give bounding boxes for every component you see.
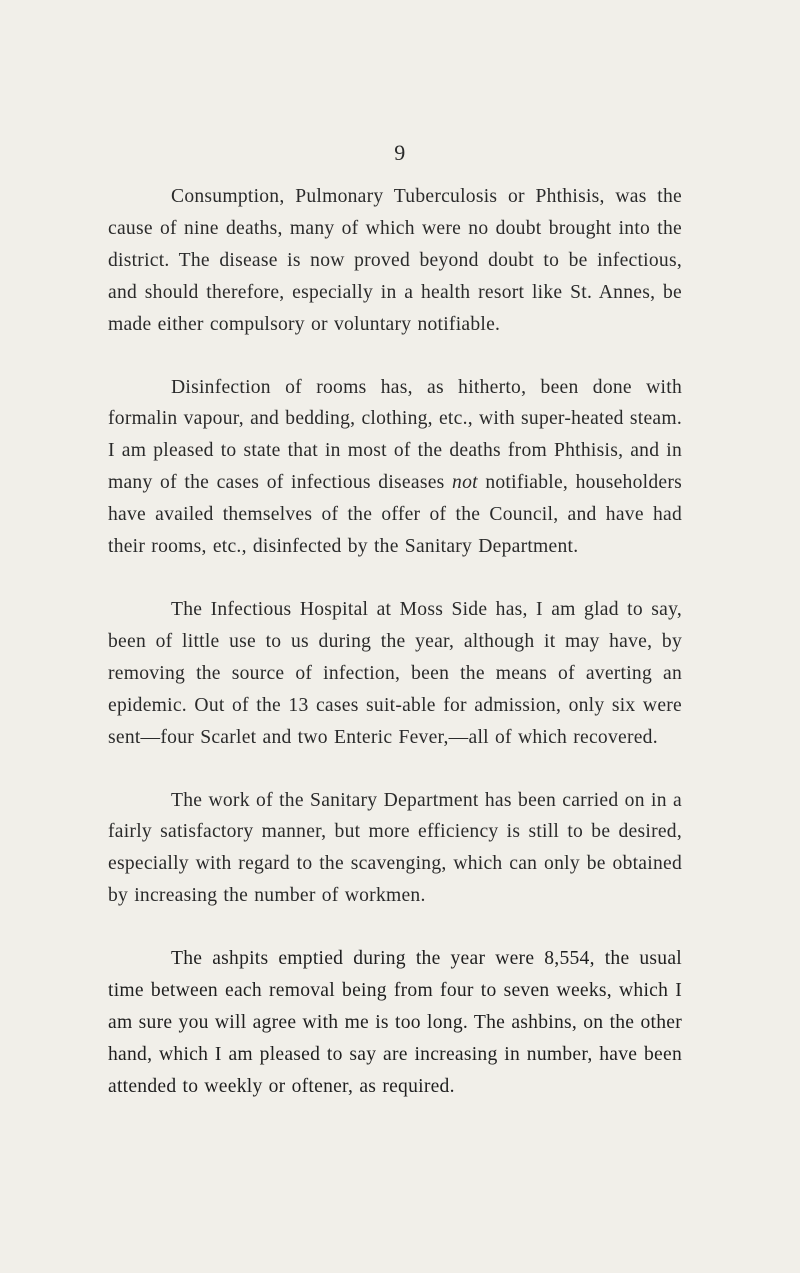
paragraph-disinfection bbox=[108, 372, 682, 563]
report-body bbox=[108, 181, 682, 1103]
page-number: 9 bbox=[394, 140, 406, 165]
paragraph-sanitary-department: The work of the Sanitary Department has been carried on in a fairly satisfactory manner, but more efficiency is still to be desired, especially with regard to the scavenging, which can only be obtained by increasing the number of workmen. bbox=[108, 789, 682, 907]
paragraph-disinfection-end: notifiable, householders have availed themselves of the offer of the Council, and have had their rooms, etc., disinfected by the Sanitary Department. bbox=[108, 472, 682, 558]
paragraph-infectious-hospital: The Infectious Hospital at Moss Side has, I am glad to say, been of little use to us during the year, although it may have, by removing the source of infection, been the means of averting an epidemic. Out of the 13 cases suit-able for admission, only six were sent—four Scarlet and two Enteric Fever,—all of which recovered. bbox=[108, 598, 682, 748]
paragraph-disinfection-start: Disinfection of rooms has, as hitherto, been done with formalin vapour, and bedding, clothing, etc., with super-heated steam. I am pleased to state that in most of the deaths from Phthisis, and in many of the cases of infectious diseases bbox=[108, 376, 682, 494]
paragraph-ashpits: The ashpits emptied during the year were 8,554, the usual time between each removal being from four to seven weeks, which I am sure you will agree with me is too long. The ashbins, on the other hand, which I am pleased to say are increasing in number, have been attended to weekly or oftener, as required. bbox=[108, 948, 682, 1097]
paragraph-consumption: Consumption, Pulmonary Tuberculosis or Phthisis, was the cause of nine deaths, many of which were no doubt brought into the district. The disease is now proved beyond doubt to be infectious, and should therefore, especially in a health resort like St. Annes, be made either compulsory or voluntary notifiable. bbox=[108, 186, 682, 335]
emphasis-not: not bbox=[452, 472, 478, 494]
